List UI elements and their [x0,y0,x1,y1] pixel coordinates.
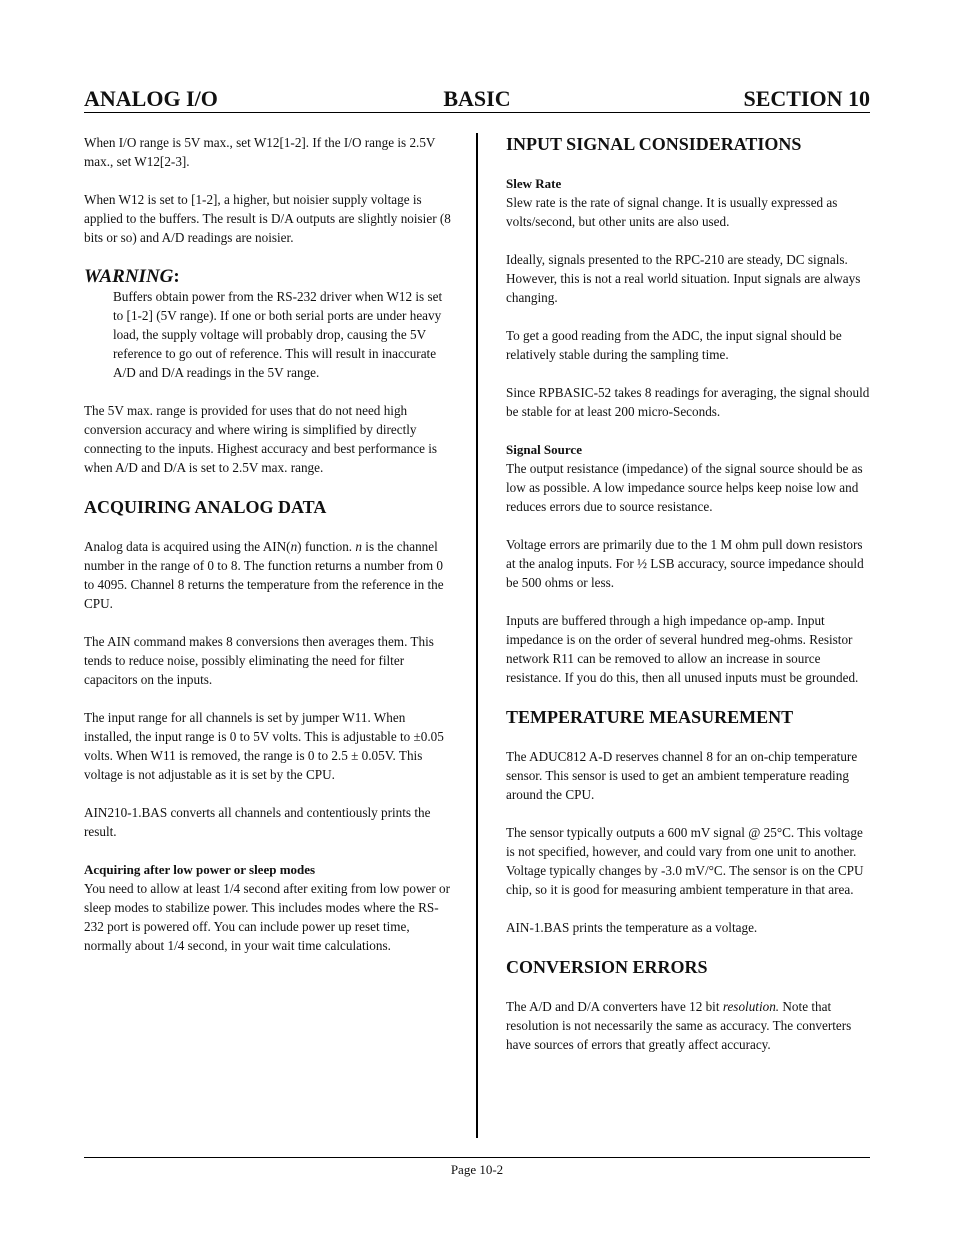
subheading-slew-rate: Slew Rate [506,176,562,191]
subheading-signal-source: Signal Source [506,442,582,457]
paragraph: Slew rate is the rate of signal change. It is usually expressed as volts/second, but other units are also used. [506,195,838,229]
paragraph: Inputs are buffered through a high impedance op-amp. Input impedance is on the order of several hundred meg-ohms. Resistor network R11 can be removed to allow an increase in source resistance. If you do this, then all unused inputs must be grounded. [506,613,859,685]
subheading-low-power: Acquiring after low power or sleep modes [84,862,316,877]
header-center: BASIC [443,86,511,111]
paragraph: AIN210-1.BAS converts all channels and contentiously prints the result. [84,805,431,839]
text-run: is the channel number in the range of 0 to 8. The function returns a number from 0 to 4095. Channel 8 returns the temperature from the reference in the CPU. [84,539,444,611]
paragraph: Ideally, signals presented to the RPC-210 are steady, DC signals. However, this is not a real world situation. Input signals are always changing. [506,252,861,305]
paragraph: You need to allow at least 1/4 second after exiting from low power or sleep modes to stabilize power. This includes modes where the RS-232 port is powered off. You can include power up reset time, normally about 1/4 second, in your wait time calculations. [84,881,450,953]
warning-text: Buffers obtain power from the RS-232 driver when W12 is set to [1-2] (5V range). If one or both serial ports are under heavy load, the supply voltage will probably drop, causing the 5V reference to go out of reference. This will result in inaccurate A/D and D/A readings in the 5V range. [113,289,443,380]
paragraph: The output resistance (impedance) of the signal source should be as low as possible. A low impedance source helps keep noise low and reduces errors due to source resistance. [506,461,863,514]
page-number: Page 10-2 [450,1162,504,1177]
header-left: ANALOG I/O [84,86,218,111]
footer-rule [84,1157,870,1158]
paragraph [84,537,452,613]
header-right: SECTION 10 [743,86,870,111]
right-column [506,133,872,1073]
column-divider [476,133,478,1138]
warning-colon: : [173,266,180,287]
section-heading-temperature: TEMPERATURE MEASUREMENT [506,707,794,727]
text-run: The A/D and D/A converters have 12 bit [506,999,723,1014]
paragraph: The ADUC812 A-D reserves channel 8 for an on-chip temperature sensor. This sensor is used to get an ambient temperature reading around the CPU. [506,749,858,802]
paragraph: The 5V max. range is provided for uses that do not need high conversion accuracy and where wiring is simplified by directly connecting to the inputs. Highest accuracy and best performance is when A/D and D/A is set to 2.5V max. range. [84,403,438,475]
paragraph [506,997,872,1054]
text-run: Note that resolution is not necessarily the same as accuracy. The converters have sources of errors that greatly affect accuracy. [506,999,852,1052]
section-heading-acquiring: ACQUIRING ANALOG DATA [84,497,327,517]
text-run: Analog data is acquired using the AIN( [84,539,291,554]
text-run-italic: n [355,539,362,554]
paragraph: The input range for all channels is set by jumper W11. When installed, the input range is 0 to 5V volts. This is adjustable to ±0.05 volts. When W11 is removed, the range is 0 to 2.5 ± 0.05V. This voltage is not adjustable as it is set by the CPU. [84,710,444,782]
paragraph: The sensor typically outputs a 600 mV signal @ 25°C. This voltage is not specified, however, and could vary from one unit to another. Voltage typically changes by -3.0 mV/°C. The sensor is on the CPU chip, so it is good for measuring ambient temperature in that area. [506,825,864,897]
paragraph: AIN-1.BAS prints the temperature as a voltage. [506,920,758,935]
text-run-italic: n [290,539,298,554]
warning-heading [84,266,452,287]
text-run-italic: resolution. [722,999,780,1014]
section-heading-conversion-errors: CONVERSION ERRORS [506,957,708,977]
page-header [84,84,870,113]
paragraph: To get a good reading from the ADC, the input signal should be relatively stable during the sampling time. [506,328,842,362]
warning-title: WARNING [84,266,174,287]
section-heading-input-signal: INPUT SIGNAL CONSIDERATIONS [506,134,802,154]
paragraph: Since RPBASIC-52 takes 8 readings for averaging, the signal should be stable for at least 200 micro-Seconds. [506,385,870,419]
paragraph: When W12 is set to [1-2], a higher, but noisier supply voltage is applied to the buffers. The result is D/A outputs are slightly noisier (8 bits or so) and A/D readings are noisier. [84,192,451,245]
left-column [84,133,452,974]
paragraph: The AIN command makes 8 conversions then averages them. This tends to reduce noise, possibly eliminating the need for filter capacitors on the inputs. [84,634,434,687]
paragraph: When I/O range is 5V max., set W12[1-2]. If the I/O range is 2.5V max., set W12[2-3]. [84,135,436,169]
text-run: ) function. [297,539,356,554]
paragraph: Voltage errors are primarily due to the 1 M ohm pull down resistors at the analog inputs. For ½ LSB accuracy, source impedance should be 500 ohms or less. [506,537,864,590]
